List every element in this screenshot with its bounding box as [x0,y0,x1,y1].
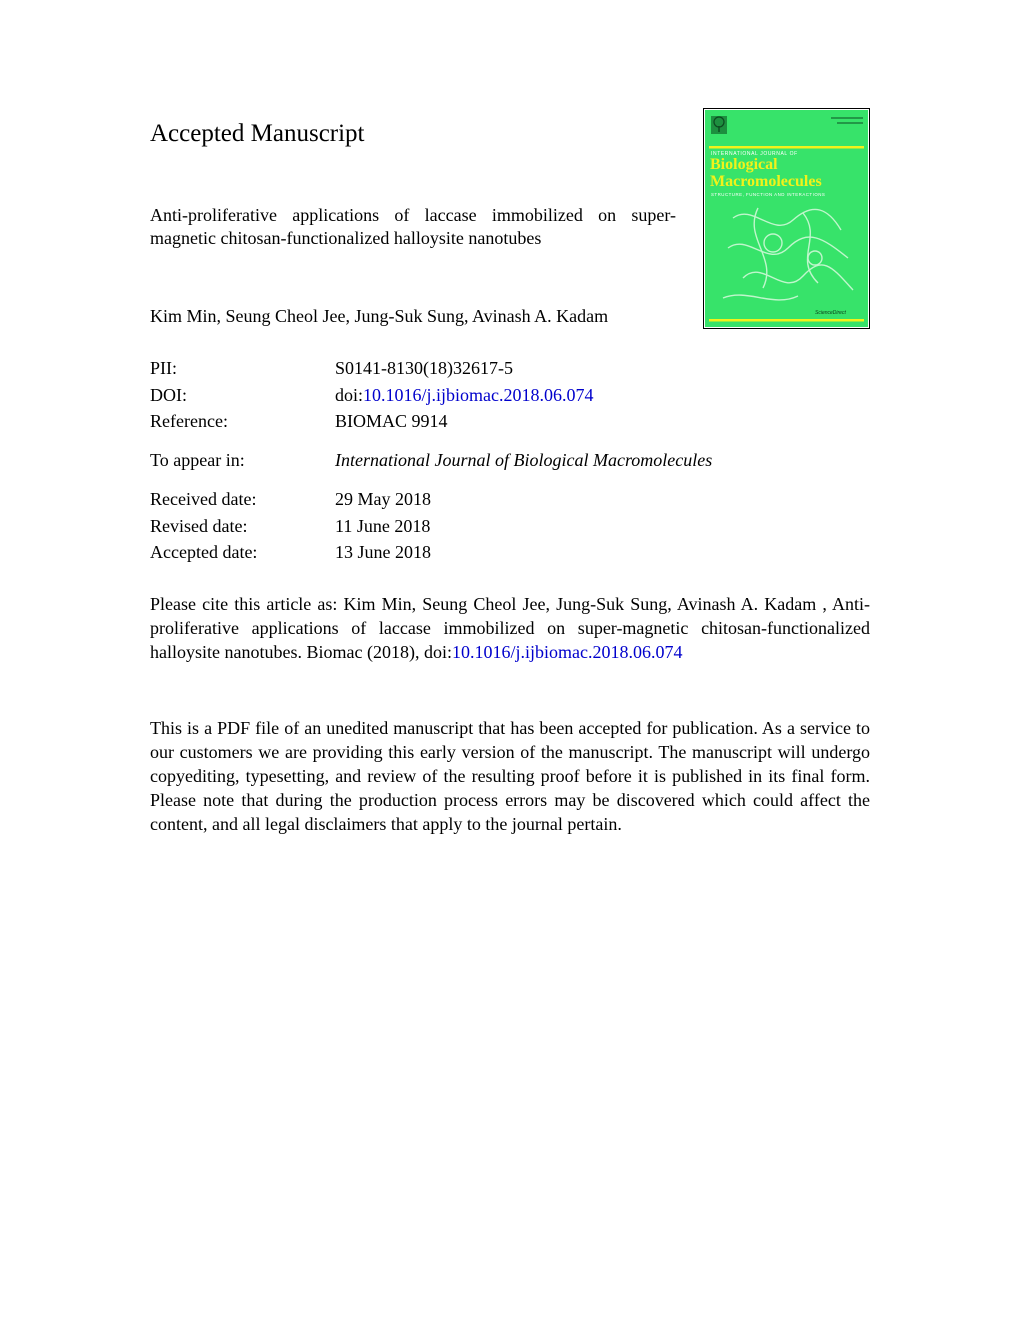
doi-prefix: doi: [335,385,364,405]
cover-yellow-bar-top [709,146,864,149]
received-value: 29 May 2018 [335,489,431,509]
cover-publisher-logo: ScienceDirect [815,310,846,316]
pii-value: S0141-8130(18)32617-5 [335,358,513,378]
reference-label: Reference: [150,411,228,431]
citation-paragraph [150,592,870,664]
cover-background [705,110,868,327]
received-label: Received date: [150,489,257,509]
revised-value: 11 June 2018 [335,516,431,536]
citation-text: Please cite this article as: Kim Min, Seung Cheol Jee, Jung-Suk Sung, Avinash A. Kadam , Anti-proliferative applications of laccase immobilized on super-magnetic chitosan-functionalized halloysite nanotubes. Biomac (2018), doi: [150,594,870,662]
doi-value [335,383,594,407]
cover-journal-line1: Biological [710,156,778,173]
cover-journal-line2: Macromolecules [710,173,822,190]
accepted-value: 13 June 2018 [335,542,431,562]
accepted-label: Accepted date: [150,542,258,562]
appear-label: To appear in: [150,450,245,470]
cover-top-strip: INTERNATIONAL JOURNAL OF [711,151,798,157]
cover-yellow-bar-bottom [709,319,864,322]
page-heading: Accepted Manuscript [150,120,365,147]
doi-label: DOI: [150,385,187,405]
journal-cover-image [703,108,870,329]
pii-label: PII: [150,358,177,378]
author-list: Kim Min, Seung Cheol Jee, Jung-Suk Sung, Avinash A. Kadam [150,306,609,326]
journal-name: International Journal of Biological Macromolecules [335,450,713,470]
article-title: Anti-proliferative applications of laccase immobilized on super-magnetic chitosan-functionalized halloysite nanotubes [150,205,676,248]
doi-link[interactable]: 10.1016/j.ijbiomac.2018.06.074 [363,385,594,405]
citation-doi-link[interactable]: 10.1016/j.ijbiomac.2018.06.074 [451,642,683,662]
disclaimer-paragraph: This is a PDF file of an unedited manuscript that has been accepted for publication. As a service to our customers we are providing this early version of the manuscript. The manuscript will undergo copyediting, typesetting, and review of the resulting proof before it is published in its final form. Please note that during the production process errors may be discovered which could affect the content, and all legal disclaimers that apply to the journal pertain. [150,718,870,834]
revised-label: Revised date: [150,516,248,536]
cover-subtitle-strip: STRUCTURE, FUNCTION AND INTERACTIONS [711,192,826,197]
reference-value: BIOMAC 9914 [335,411,448,431]
publisher-tree-icon [711,116,727,134]
